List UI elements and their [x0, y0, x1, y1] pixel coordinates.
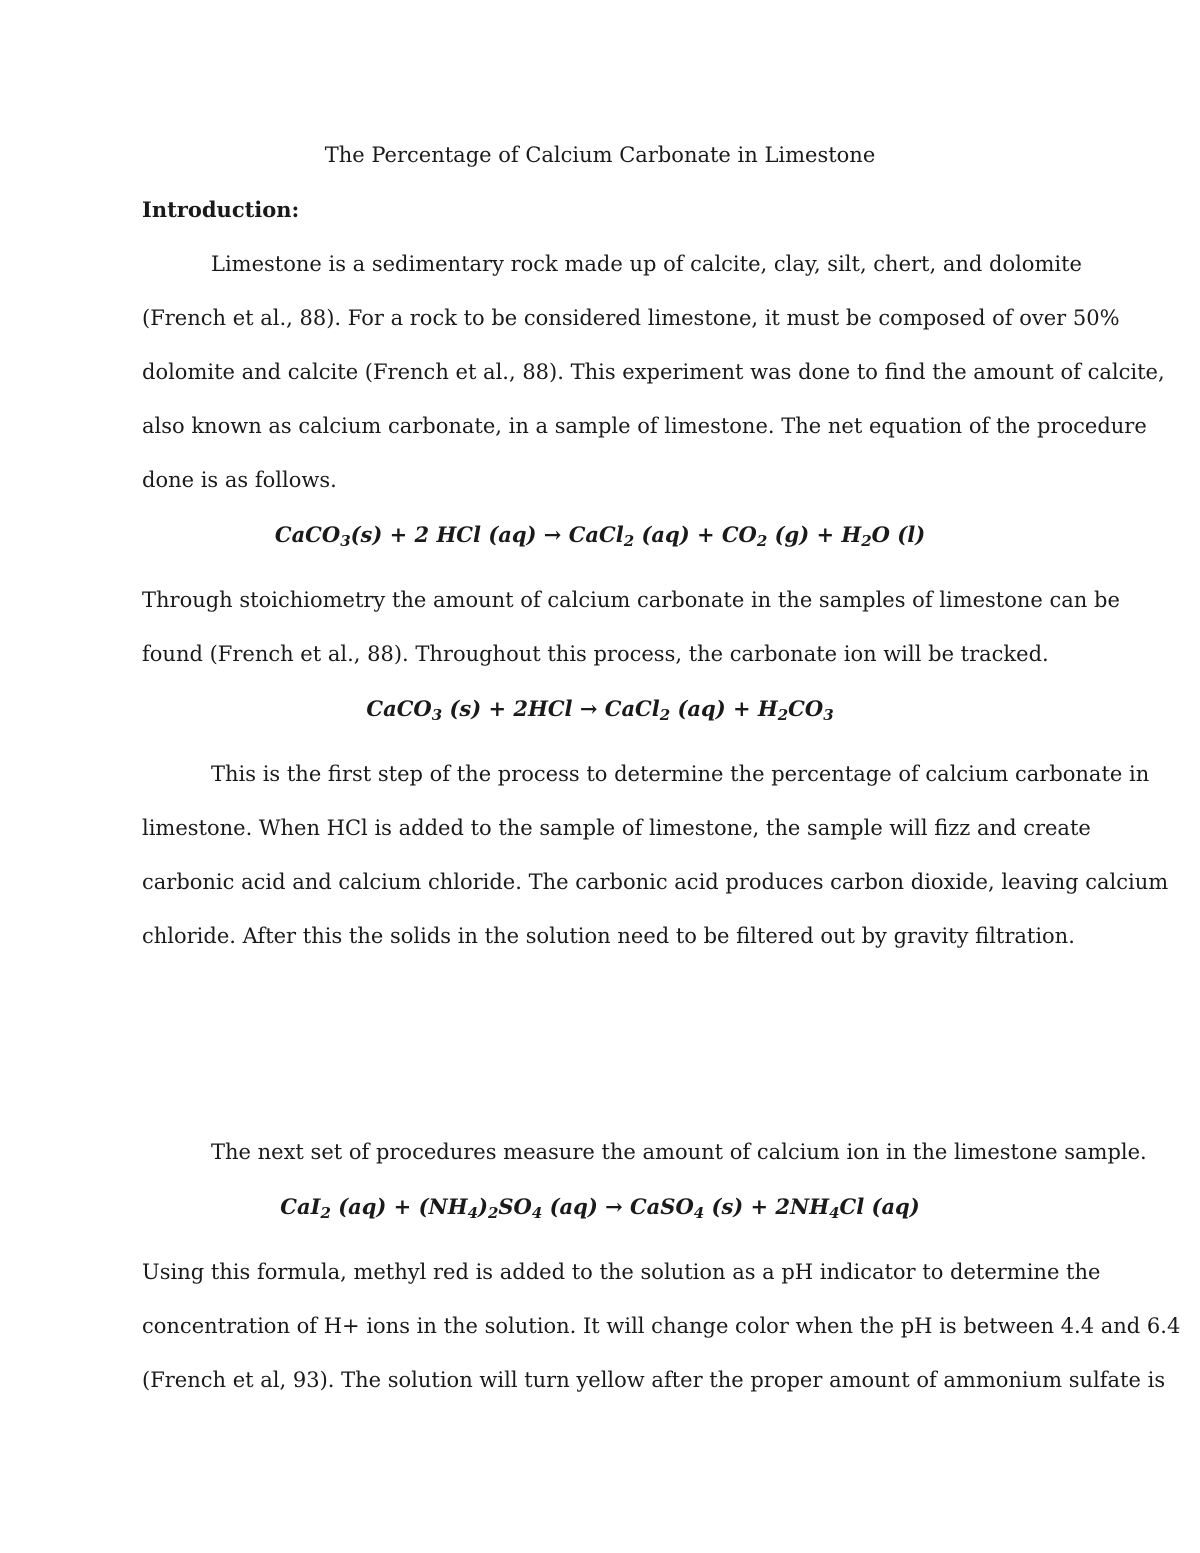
- introduction-heading: Introduction:: [142, 197, 300, 222]
- paragraph-line: Using this formula, methyl red is added to the solution as a pH indicator to determine the: [142, 1260, 1101, 1284]
- paragraph-line: limestone. When HCl is added to the sample of limestone, the sample will fizz and create: [142, 816, 1091, 840]
- equation-calcium-ion: CaI$_2$ $(aq) + (NH_4)_2SO_4$ (aq) → CaSO$_4$ $(s) + 2NH_4Cl$ (aq): [280, 1194, 920, 1222]
- paragraph-line: concentration of H+ ions in the solution. It will change color when the pH is between 4.4 and 6.4: [142, 1314, 1181, 1338]
- paragraph-line: (French et al., 88). For a rock to be considered limestone, it must be composed of over 50%: [142, 306, 1120, 330]
- paragraph-line: done is as follows.: [142, 468, 337, 492]
- paragraph-line: dolomite and calcite (French et al., 88). This experiment was done to find the amount of calcite,: [142, 360, 1165, 384]
- paragraph-line: This is the first step of the process to determine the percentage of calcium carbonate in: [211, 762, 1150, 786]
- paragraph-line: chloride. After this the solids in the solution need to be filtered out by gravity filtration.: [142, 924, 1075, 948]
- paragraph-line: carbonic acid and calcium chloride. The carbonic acid produces carbon dioxide, leaving calcium: [142, 870, 1169, 894]
- paragraph-line: The next set of procedures measure the amount of calcium ion in the limestone sample.: [211, 1140, 1147, 1164]
- equation-carbonate-step: CaCO$_3$ (s) + 2HCl → CaCl$_2$ $(aq) + H_2CO_3$: [366, 696, 834, 724]
- document-title: The Percentage of Calcium Carbonate in Limestone: [324, 143, 876, 167]
- paragraph-line: also known as calcium carbonate, in a sample of limestone. The net equation of the procedure: [142, 414, 1147, 438]
- paragraph-line: (French et al, 93). The solution will turn yellow after the proper amount of ammonium sulfate is: [142, 1368, 1166, 1392]
- paragraph-line: found (French et al., 88). Throughout this process, the carbonate ion will be tracked.: [142, 642, 1049, 666]
- paragraph-line: Limestone is a sedimentary rock made up of calcite, clay, silt, chert, and dolomite: [211, 252, 1082, 276]
- paragraph-line: Through stoichiometry the amount of calcium carbonate in the samples of limestone can be: [142, 588, 1120, 612]
- equation-net-reaction: CaCO$_3$(s) + 2 HCl (aq) → CaCl$_2$ $(aq) + CO_2$ $(g) + H_2O$ (l): [274, 522, 926, 550]
